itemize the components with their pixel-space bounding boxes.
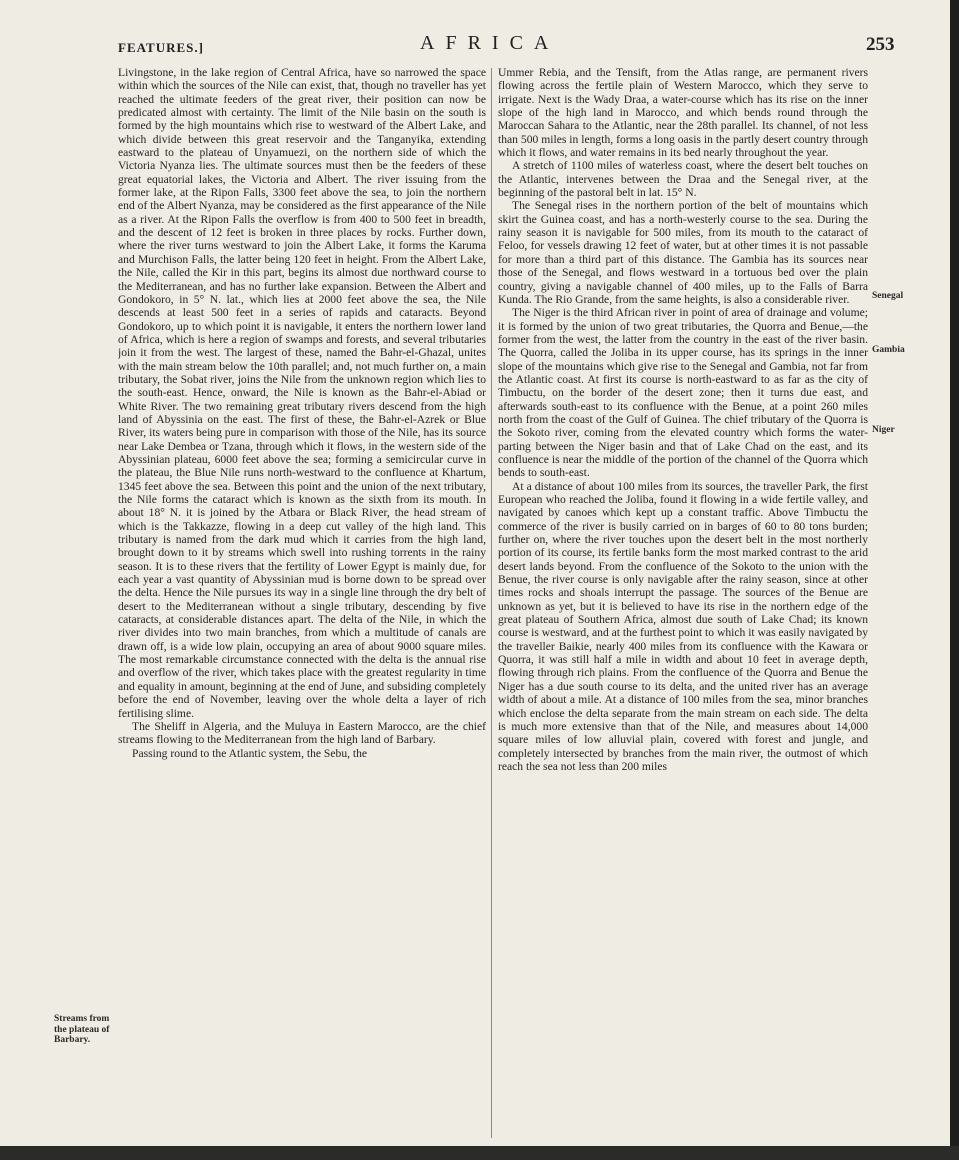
paragraph-nile: Livingstone, in the lake region of Central Africa, have so narrowed the space within which the sources of the Nile can exist, that, though no traveller has yet reached the ultimate feeders of the great river, their position can now be predicated almost with certainty. The limit of the Nile basin on the south is formed by the high mountains which rise to westward of the Albert Lake, and which divide between this great reservoir and the Tanganyika, extending eastward to the plateau of Unyamuezi, on the northern side of which the Victoria Nyanza lies. The ultimate sources must then be the feeders of these great equatorial lakes, the Victoria and Albert. The river issuing from the former lake, at the Ripon Falls, 3300 feet above the sea, to join the northern end of the Albert Nyanza, may be considered as the first appearance of the Nile as a river. At the Ripon Falls the overflow is from 400 to 500 feet in breadth, and the descent of 12 feet is broken in three places by rocks. Further down, where the river turns westward to join the Albert Lake, it forms the Karuma and Murchison Falls, the latter being 120 feet in height. From the Albert Lake, the Nile, called the Kir in this part, begins its almost due northward course to the Mediterranean, and has no further lake expansion. Between the Albert and Gondokoro, in 5° N. lat., which lies at 2000 feet above the sea, the Nile descends at least 500 feet in a series of rapids and cataracts. Beyond Gondokoro, up to which point it is navigable, it enters the northern lower land of Africa, which is here a region of swamps and forests, and several tributaries join it from the west. The largest of these, named the Bahr-el-Ghazal, unites with the main stream below the 10th parallel; and, not much further on, a main tributary, the Sobat river, joins the Nile from the unknown region which lies to the south-east. Hence, onward, the Nile is known as the Bahr-el-Abiad or White River. The two remaining great tributary rivers descend from the high land of Abyssinia on the east. The first of these, the Bahr-el-Azrek or Blue River, its waters being pure in comparison with those of the Nile, has its source near Lake Dembea or Tzana, through which it flows, in the western side of the Abyssinian plateau, 6000 feet above the sea; forming a semicircular curve in the plateau, the Blue Nile runs north-westward to the confluence at Khartum, 1345 feet above the sea. Between this point and the union of the next tributary, the Nile forms the cataract which is known as the sixth from its mouth. In about 18° N. it is joined by the Atbara or Black River, the head stream of which is the Takkazze, flowing in a deep cut valley of the high land. This tributary is named from the dark mud which it carries from the high land, brought down to it by streams which swell into rushing torrents in the rainy season. It is to these rivers that the fertility of Lower Egypt is mainly due, for each year a vast quantity of Abyssinian mud is borne down to be spread over the delta. Hence the Nile pursues its way in a single line through the dry belt of desert to the Mediterranean without a single tributary, descending by five cataracts, at considerable distances apart. The delta of the Nile, in which the river divides into two main branches, from which a multitude of canals are drawn off, is a wide low plain, occupying an area of about 9000 square miles. The most remarkable circumstance connected with the delta is the annual rise and overflow of the river, which takes place with the greatest regularity in time and equality in amount, beginning at the end of June, and subsiding completely before the end of November, leaving over the whole delta a layer of rich fertilising slime. — [118, 66, 486, 720]
paragraph-senegal: The Senegal rises in the northern portion of the belt of mountains which skirt the Guinea coast, and has a north-westerly course to the sea. During the rainy season it is navigable for 500 miles, from its mouth to the cataract of Feloo, for vessels drawing 12 feet of water, but at other times it is not passable for more than a third part of this distance. The Gambia has its sources near those of the Senegal, and flows westward in a tortuous bed over the plain country, giving a navigable channel of 400 miles, up to the Falls of Barra Kunda. The Rio Grande, from the same heights, is also a considerable river. — [498, 199, 868, 306]
paragraph-atlantic: Passing round to the Atlantic system, the Sebu, the — [132, 746, 368, 760]
margin-note-streams: Streams from the plateau of Barbary. — [54, 1014, 110, 1045]
page-title: AFRICA — [420, 32, 560, 54]
margin-note-gambia: Gambia — [872, 345, 905, 355]
margin-note-niger: Niger — [872, 425, 895, 435]
paragraph-marocco: Ummer Rebia, and the Tensift, from the Atlas range, are permanent rivers flowing across the fertile plain of Western Marocco, which they serve to irrigate. Next is the Wady Draa, a water-course which has its rise on the inner slope of the high land in Marocco, and which bends round through the Maroccan Sahara to the Atlantic, near the 28th parallel. Its channel, of not less than 500 miles in length, forms a long oasis in the partly desert country through which it flows, and water remains in its bed nearly throughout the year. — [498, 66, 868, 160]
page-number: 253 — [866, 34, 895, 55]
paragraph-joliba: At a distance of about 100 miles from its sources, the traveller Park, the first European who reached the Joliba, found it flowing in a wide fertile valley, and navigated by canoes which kept up a constant traffic. Above Timbuctu the commerce of the river is busily carried on in barges of 60 to 80 tons burden; further on, where the river touches upon the desert belt in the most northerly portion of its course, its fertile banks form the most marked contrast to the arid desert lands beyond. From the confluence of the Sokoto to the union with the Benue, the river course is only navigable after the rainy season, since at other times rocks and shoals interrupt the passage. The sources of the Benue are unknown as yet, but it is believed to have its rise in the northern edge of the great plateau of Southern Africa, almost due south of Lake Chad; its known course is westward, and at the furthest point to which it was easily navigated by the traveller Baikie, nearly 400 miles from its confluence with the Kawara or Quorra, it was still half a mile in width and about 10 feet in average depth, flowing through rich plains. From the confluence of the Quorra and Benue the Niger has a due south course to its delta, and the united river has an average width of about a mile. At a distance of 100 miles from the sea, minor branches which enclose the delta separate from the main stream on each side. The delta is much more extensive than that of the Nile, and measures about 14,000 square miles of low alluvial plain, covered with forest and jungle, and completely intersected by branches from the main river, the outmost of which reach the sea not less than 200 miles — [498, 479, 868, 773]
right-column — [498, 66, 868, 1146]
paragraph-niger: The Niger is the third African river in point of area of drainage and volume; it is formed by the union of two great tributaries, the Quorra and Benue,—the former from the west, the latter from the country in the east of the river basin. The Quorra, called the Joliba in its upper course, has its springs in the inner slope of the mountains which give rise to the Senegal and Gambia, not far from the Atlantic coast. At first its course is north-eastward to as far as the city of Timbuctu, on the border of the desert zone; then it turns due east, and afterwards south-east to its confluence with the Benue, at a point 260 miles north from the coast of the Gulf of Guinea. The chief tributary of the Quorra is the Sokoto river, coming from the elevated country which forms the water-parting between the Niger basin and that of Lake Chad on the east, and its confluence is near the middle of the portion of the channel of the Quorra which bends to south-east. — [498, 306, 868, 480]
page-edge-shadow — [950, 0, 959, 1160]
margin-note-senegal: Senegal — [872, 291, 904, 301]
paragraph-waterless-coast: A stretch of 1100 miles of waterless coast, where the desert belt touches on the Atlantic, intervenes between the Draa and the Senegal river, at the beginning of the pastoral belt in lat. 15° N. — [498, 159, 868, 200]
section-label: FEATURES.] — [118, 40, 204, 55]
paragraph-sheliff: The Sheliff in Algeria, and the Muluya in Eastern Marocco, are the chief streams flowing to the Mediterranean from the high land of Barbary. — [118, 719, 486, 747]
running-header — [0, 32, 950, 62]
column-divider — [491, 68, 492, 1138]
left-column — [118, 66, 486, 1146]
page-bottom-shadow — [0, 1146, 959, 1160]
